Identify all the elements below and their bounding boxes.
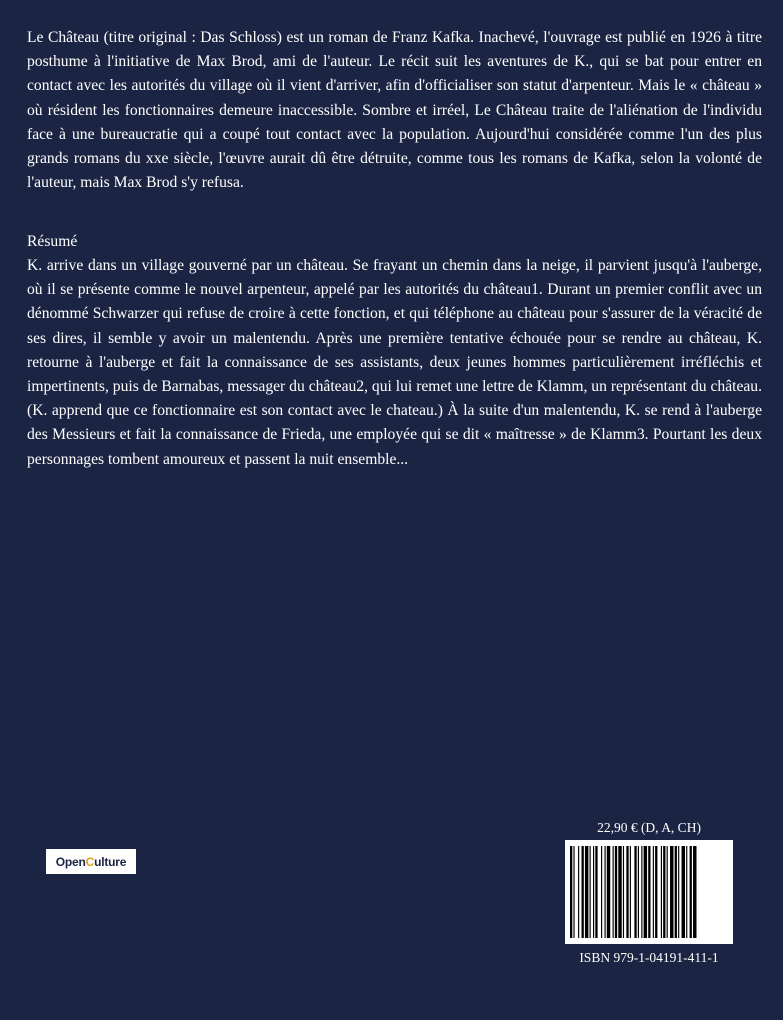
barcode-bar [607,846,610,938]
barcode-bar [686,846,687,938]
barcode-bar [675,846,677,938]
barcode-bar [601,846,602,938]
barcode-bar [661,846,662,938]
logo-text-c: C [85,854,95,869]
barcode-bar [578,846,579,938]
barcode-bar [585,846,588,938]
barcode-bar [655,846,657,938]
price-label: 22,90 € (D, A, CH) [597,820,701,835]
barcode-bar [623,846,624,938]
barcode-bar [667,846,668,938]
barcode-bar [593,846,594,938]
barcode-bar [638,846,639,938]
barcode-graphic [565,840,733,944]
barcode-bar [605,846,606,938]
barcode [565,840,733,944]
barcode-bar [573,846,574,938]
intro-paragraph: Le Château (titre original : Das Schloss) est un roman de Franz Kafka. Inachevé, l'ouvrage est publié en 1926 à titre posthume à l'initiative de Max Brod, ami de l'auteur. Le récit suit les aventures de K., qui se bat pour entrer en contact avec les autorités du village où il vient d'arriver, afin d'officialiser son statut d'arpenteur. Mais le « château » où résident les fonctionnaires demeure inaccessible. Sombre et irréel, Le Château traite de l'aliénation de l'individu face à une bureaucratie qui a coupé tout contact avec la population. Aujourd'hui considérée comme l'un des plus grands romans du xxe siècle, l'œuvre aurait dû être détruite, comme tous les romans de Kafka, selon la volonté de l'auteur, mais Max Brod s'y refusa. [27,29,762,192]
logo-text-ulture: ulture [94,854,127,869]
barcode-bar [595,846,597,938]
barcode-bar [653,846,654,938]
barcode-bar [634,846,636,938]
barcode-bar [648,846,650,938]
barcode-bar [693,846,696,938]
barcode-bar [641,846,642,938]
isbn-label: ISBN 979-1-04191-411-1 [579,950,719,965]
barcode-bar [690,846,692,938]
barcode-bar [618,846,621,938]
resume-paragraph: K. arrive dans un village gouverné par un château. Se frayant un chemin dans la neige, il parvient jusqu'à l'auberge, où il se présente comme le nouvel arpenteur, appelé par les autorités du château1. Durant un premier conflit avec un dénommé Schwarzer qui refuse de croire à cette fonction, et qui téléphone au château pour s'assurer de la véracité de ses dires, il semble y avoir un malentendu. Après une première tentative échouée pour se rendre au château, K. retourne à l'auberge et fait la connaissance de ses assistants, deux jeunes hommes particulièrement irréfléchis et impertinents, puis de Barnabas, messager du château2, qui lui remet une lettre de Klamm, un représentant du château. (K. apprend que ce fonctionnaire est son contact avec le chateau.) À la suite d'un malentendu, K. se rend à l'auberge des Messieurs et fait la connaissance de Frieda, une employée qui se dit « maîtresse » de Klamm3. Pourtant les deux personnages tombent amoureux et passent la nuit ensemble... [27,257,762,468]
barcode-bar [678,846,679,938]
barcode-bar [613,846,614,938]
logo-text-open: Open [55,854,86,869]
barcode-bar [644,846,647,938]
barcode-bar [630,846,631,938]
resume-heading: Résumé [27,233,78,250]
barcode-bar [663,846,665,938]
barcode-bar [582,846,584,938]
barcode-bar [682,846,685,938]
barcode-bar [615,846,617,938]
barcode-bar [626,846,628,938]
barcode-bar [570,846,572,938]
barcode-bar [590,846,591,938]
publisher-logo [46,849,136,874]
barcode-bar [670,846,673,938]
